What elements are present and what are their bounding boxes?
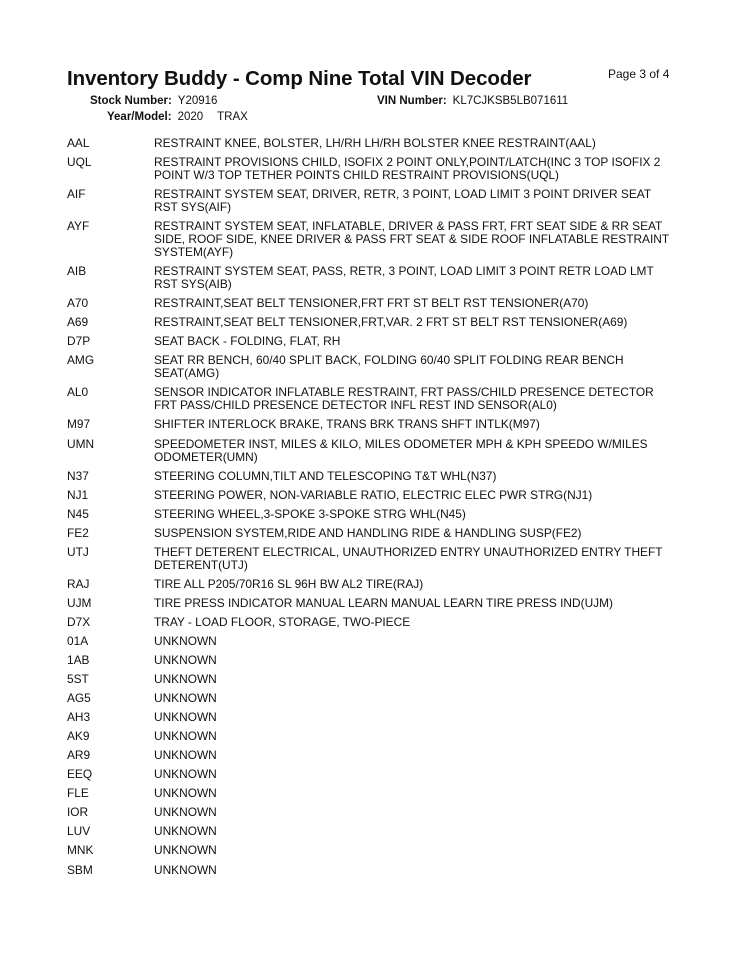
option-description: UNKNOWN xyxy=(154,672,217,687)
option-code: N45 xyxy=(67,506,89,521)
option-description: UNKNOWN xyxy=(154,786,217,801)
option-row xyxy=(67,673,677,686)
vin-number-label: VIN Number: xyxy=(377,95,447,107)
option-row xyxy=(67,749,677,762)
option-description: THEFT DETERENT ELECTRICAL, UNAUTHORIZED ENTRY UNAUTHORIZED ENTRY THEFT DETERENT(UTJ) xyxy=(154,544,663,572)
option-code: UTJ xyxy=(67,544,89,559)
option-row xyxy=(67,335,677,348)
vin-number-value: KL7CJKSB5LB071611 xyxy=(452,95,569,107)
option-row xyxy=(67,578,677,591)
stock-number-value: Y20916 xyxy=(177,95,218,107)
option-row xyxy=(67,156,677,182)
option-description: TIRE ALL P205/70R16 SL 96H BW AL2 TIRE(RAJ) xyxy=(154,576,424,591)
option-code: NJ1 xyxy=(67,487,89,502)
option-description: STEERING COLUMN,TILT AND TELESCOPING T&T WHL(N37) xyxy=(154,468,497,483)
option-row xyxy=(67,635,677,648)
option-code: AL0 xyxy=(67,385,89,400)
option-code: AR9 xyxy=(67,748,91,763)
option-description: UNKNOWN xyxy=(154,748,217,763)
option-code: LUV xyxy=(67,824,91,839)
option-description: UNKNOWN xyxy=(154,652,217,667)
option-description: UNKNOWN xyxy=(154,824,217,839)
option-code: AG5 xyxy=(67,691,91,706)
option-row xyxy=(67,297,677,310)
option-code: A70 xyxy=(67,296,89,311)
option-code: AYF xyxy=(67,219,90,234)
option-row xyxy=(67,711,677,724)
option-row xyxy=(67,265,677,291)
option-code: A69 xyxy=(67,315,89,330)
option-description: UNKNOWN xyxy=(154,843,217,858)
option-row xyxy=(67,730,677,743)
option-code: AK9 xyxy=(67,729,90,744)
option-code: 01A xyxy=(67,633,89,648)
option-row xyxy=(67,768,677,781)
option-code: SBM xyxy=(67,862,93,877)
option-description: TIRE PRESS INDICATOR MANUAL LEARN MANUAL LEARN TIRE PRESS IND(UJM) xyxy=(154,595,613,610)
option-description: RESTRAINT,SEAT BELT TENSIONER,FRT FRT ST BELT RST TENSIONER(A70) xyxy=(154,296,589,311)
option-description: TRAY - LOAD FLOOR, STORAGE, TWO-PIECE xyxy=(154,614,411,629)
option-row xyxy=(67,546,677,572)
option-description: STEERING WHEEL,3-SPOKE 3-SPOKE STRG WHL(N45) xyxy=(154,506,466,521)
option-row xyxy=(67,470,677,483)
option-row xyxy=(67,806,677,819)
option-code: 5ST xyxy=(67,672,89,687)
option-code: UJM xyxy=(67,595,92,610)
option-row xyxy=(67,354,677,380)
option-row xyxy=(67,654,677,667)
option-row xyxy=(67,316,677,329)
option-description: RESTRAINT SYSTEM SEAT, INFLATABLE, DRIVER & PASS FRT, FRT SEAT SIDE & RR SEAT SIDE, ROOF SIDE, KNEE DRIVER & PASS FRT SEAT & SIDE ROOF INFLATABLE RESTRAINT SYSTEM(AYF) xyxy=(154,219,669,260)
option-description: SEAT BACK - FOLDING, FLAT, RH xyxy=(154,334,341,349)
option-code: FE2 xyxy=(67,525,89,540)
option-row xyxy=(67,616,677,629)
option-code: M97 xyxy=(67,417,91,432)
option-code: D7P xyxy=(67,334,91,349)
option-description: UNKNOWN xyxy=(154,767,217,782)
option-row xyxy=(67,844,677,857)
option-row xyxy=(67,438,677,464)
option-description: UNKNOWN xyxy=(154,691,217,706)
option-row xyxy=(67,787,677,800)
option-row xyxy=(67,489,677,502)
year-value: 2020 xyxy=(177,111,204,123)
option-row xyxy=(67,864,677,877)
year-model xyxy=(107,111,248,123)
option-row xyxy=(67,188,677,214)
option-row xyxy=(67,597,677,610)
option-code: AIF xyxy=(67,187,86,202)
option-code: 1AB xyxy=(67,652,90,667)
option-code: N37 xyxy=(67,468,89,483)
option-description: RESTRAINT KNEE, BOLSTER, LH/RH LH/RH BOLSTER KNEE RESTRAINT(AAL) xyxy=(154,136,596,150)
option-code: RAJ xyxy=(67,576,90,591)
option-description: UNKNOWN xyxy=(154,805,217,820)
option-description: SHIFTER INTERLOCK BRAKE, TRANS BRK TRANS SHFT INTLK(M97) xyxy=(154,417,540,432)
option-row xyxy=(67,692,677,705)
option-description: SEAT RR BENCH, 60/40 SPLIT BACK, FOLDING 60/40 SPLIT FOLDING REAR BENCH SEAT(AMG) xyxy=(154,353,624,381)
option-description: SENSOR INDICATOR INFLATABLE RESTRAINT, FRT PASS/CHILD PRESENCE DETECTOR FRT PASS/CHILD PRESENCE DETECTOR INFL REST IND SENSOR(AL0) xyxy=(154,385,654,413)
stock-number xyxy=(90,95,217,107)
option-row xyxy=(67,386,677,412)
option-code: UQL xyxy=(67,155,92,170)
option-description: RESTRAINT PROVISIONS CHILD, ISOFIX 2 POINT ONLY,POINT/LATCH(INC 3 TOP ISOFIX 2 POINT W/3 TOP TETHER POINTS CHILD RESTRAINT PROVISIONS(UQL) xyxy=(154,155,661,183)
option-code: AH3 xyxy=(67,710,91,725)
option-row xyxy=(67,418,677,431)
option-description: RESTRAINT SYSTEM SEAT, PASS, RETR, 3 POINT, LOAD LIMIT 3 POINT RETR LOAD LMT RST SYS(AIB) xyxy=(154,264,654,292)
option-code: AIB xyxy=(67,264,87,279)
option-row xyxy=(67,825,677,838)
option-description: UNKNOWN xyxy=(154,710,217,725)
option-code: AMG xyxy=(67,353,95,368)
option-description: SUSPENSION SYSTEM,RIDE AND HANDLING RIDE & HANDLING SUSP(FE2) xyxy=(154,525,582,540)
option-description: UNKNOWN xyxy=(154,862,217,877)
option-description: RESTRAINT,SEAT BELT TENSIONER,FRT,VAR. 2 FRT ST BELT RST TENSIONER(A69) xyxy=(154,315,628,330)
option-row xyxy=(67,508,677,521)
option-list xyxy=(67,137,677,883)
page-number: Page 3 of 4 xyxy=(608,67,670,81)
option-code: AAL xyxy=(67,136,90,150)
year-model-label: Year/Model: xyxy=(107,111,172,123)
stock-number-label: Stock Number: xyxy=(90,95,172,107)
option-code: IOR xyxy=(67,805,89,820)
option-description: UNKNOWN xyxy=(154,633,217,648)
option-description: STEERING POWER, NON-VARIABLE RATIO, ELECTRIC ELEC PWR STRG(NJ1) xyxy=(154,487,593,502)
option-row xyxy=(67,527,677,540)
option-row xyxy=(67,137,677,150)
option-code: MNK xyxy=(67,843,94,858)
option-description: RESTRAINT SYSTEM SEAT, DRIVER, RETR, 3 POINT, LOAD LIMIT 3 POINT DRIVER SEAT RST SYS(AIF) xyxy=(154,187,651,215)
option-row xyxy=(67,220,677,259)
option-code: FLE xyxy=(67,786,89,801)
option-code: D7X xyxy=(67,614,91,629)
model-value: TRAX xyxy=(217,111,248,123)
option-description: UNKNOWN xyxy=(154,729,217,744)
option-description: SPEEDOMETER INST, MILES & KILO, MILES ODOMETER MPH & KPH SPEEDO W/MILES ODOMETER(UMN) xyxy=(154,436,648,464)
option-code: EEQ xyxy=(67,767,93,782)
option-code: UMN xyxy=(67,436,95,451)
page-title: Inventory Buddy - Comp Nine Total VIN Decoder xyxy=(67,67,532,90)
vin-number xyxy=(377,95,568,107)
